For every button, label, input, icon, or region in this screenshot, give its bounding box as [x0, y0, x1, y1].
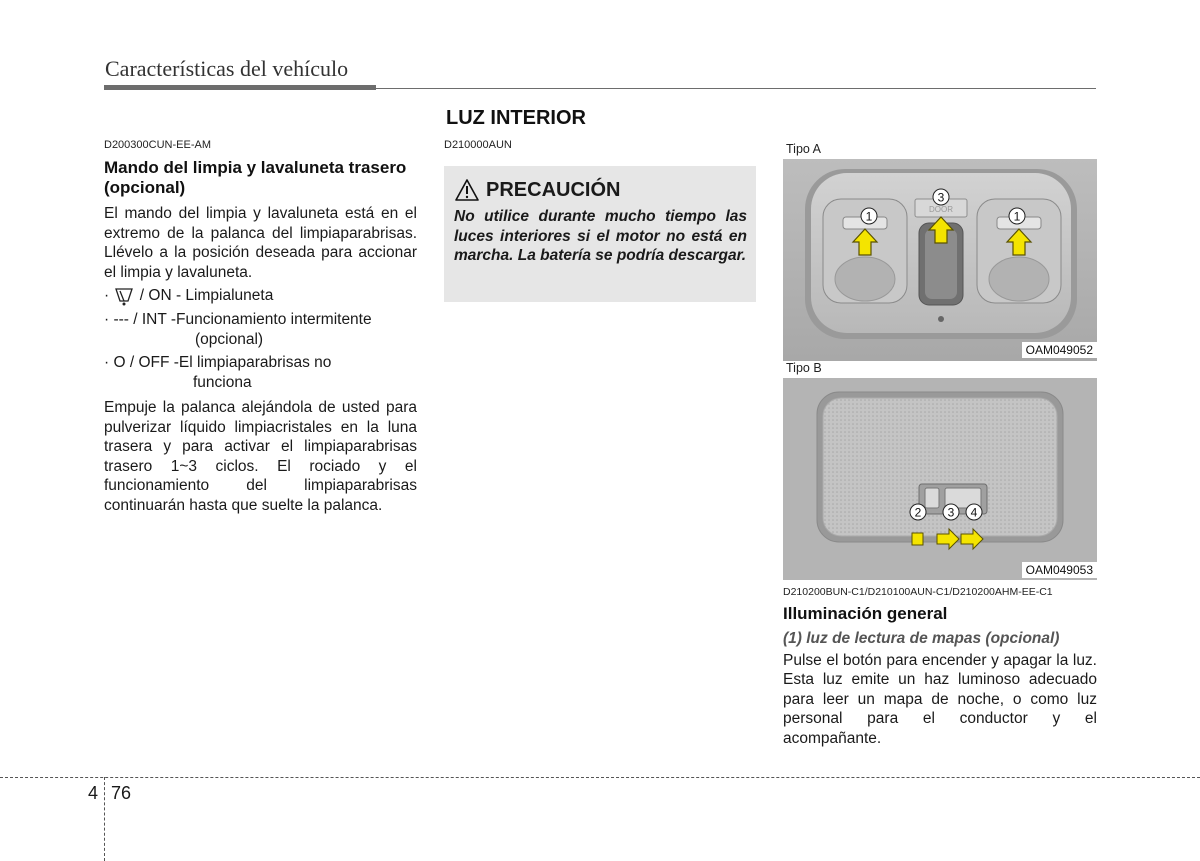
list-key-suffix: / ON - [135, 287, 186, 304]
list-value: Funcionamiento intermitente [176, 311, 372, 328]
header-rule-thin [376, 88, 1096, 89]
header-rule-thick [104, 85, 376, 90]
caution-title: PRECAUCIÓN [486, 178, 621, 201]
caution-box [444, 166, 756, 302]
figure-b-label: Tipo B [786, 361, 822, 375]
warning-triangle-icon [454, 178, 480, 202]
callout-number: 1 [865, 209, 873, 224]
figure-a-code: OAM049052 [1022, 342, 1097, 358]
list-value: El limpiaparabrisas no [178, 354, 332, 371]
section-title: LUZ INTERIOR [446, 107, 586, 129]
list-value: Limpialuneta [185, 287, 274, 304]
middle-section-code: D210000AUN [444, 139, 512, 151]
left-intro-paragraph: El mando del limpia y lavaluneta está en el extremo de la palanca del limpiaparabrisas. Llévelo a la posición deseada para accionar el limpia y lavaluneta. [104, 205, 417, 281]
caution-text: No utilice durante mucho tiempo las luces interiores si el motor no está en marcha. La batería se podría descargar. [454, 208, 747, 264]
footer-rule [0, 777, 1200, 778]
callout-number: 4 [970, 505, 978, 520]
callout-number: 3 [937, 190, 945, 205]
callout-number: 2 [914, 505, 922, 520]
door-button-text: DOOR [929, 205, 953, 214]
page-number: 76 [111, 783, 132, 803]
figure-a-label: Tipo A [786, 142, 821, 156]
right-subheading: (1) luz de lectura de mapas (opcional) [783, 630, 1060, 647]
overhead-console-a-illustration [783, 159, 1097, 361]
figure-b [783, 378, 1097, 580]
list-value-cont: (opcional) [195, 330, 264, 348]
list-value-cont: funciona [193, 373, 252, 391]
right-section-heading: Illuminación general [783, 604, 948, 623]
overhead-console-b-illustration [783, 378, 1097, 580]
right-column-text [783, 586, 1097, 748]
left-body-paragraph: Empuje la palanca alejándola de usted para pulverizar líquido limpiacristales en la luna trasera y para activar el limpiaparabrisas trasero 1~3 ciclos. El rociado y el funcionamiento del limpiaparabrisas continuarán hasta que suelte la palanca. [104, 399, 417, 514]
right-body-paragraph: Pulse el botón para encender y apagar la luz. Esta luz emite un haz luminoso adecuado para leer un mapa de noche, o como luz personal para el conductor y el acompañante. [783, 651, 1097, 747]
list-key: · --- / INT - [104, 311, 177, 328]
caution-header [454, 178, 620, 202]
list-item-int [104, 310, 417, 349]
list-key: · [104, 287, 114, 304]
right-section-code: D210200BUN-C1/D210100AUN-C1/D210200AHM-EE-C1 [783, 586, 1053, 598]
left-section-code: D200300CUN-EE-AM [104, 139, 211, 151]
left-column [104, 139, 417, 515]
list-key: · O / OFF - [104, 354, 179, 371]
callout-number: 3 [947, 505, 955, 520]
figure-a [783, 159, 1097, 361]
list-item-off [104, 353, 417, 392]
chapter-number: 4 [88, 783, 99, 803]
callout-number: 1 [1013, 209, 1021, 224]
square-indicator-icon [912, 533, 923, 545]
left-section-heading: Mando del limpia y lavaluneta trasero (opcional) [104, 158, 407, 197]
running-header: Características del vehículo [105, 56, 349, 81]
figure-b-code: OAM049053 [1022, 562, 1097, 578]
list-item-on [104, 286, 417, 306]
rear-wiper-icon [114, 286, 134, 306]
footer-vertical-rule [104, 777, 105, 861]
